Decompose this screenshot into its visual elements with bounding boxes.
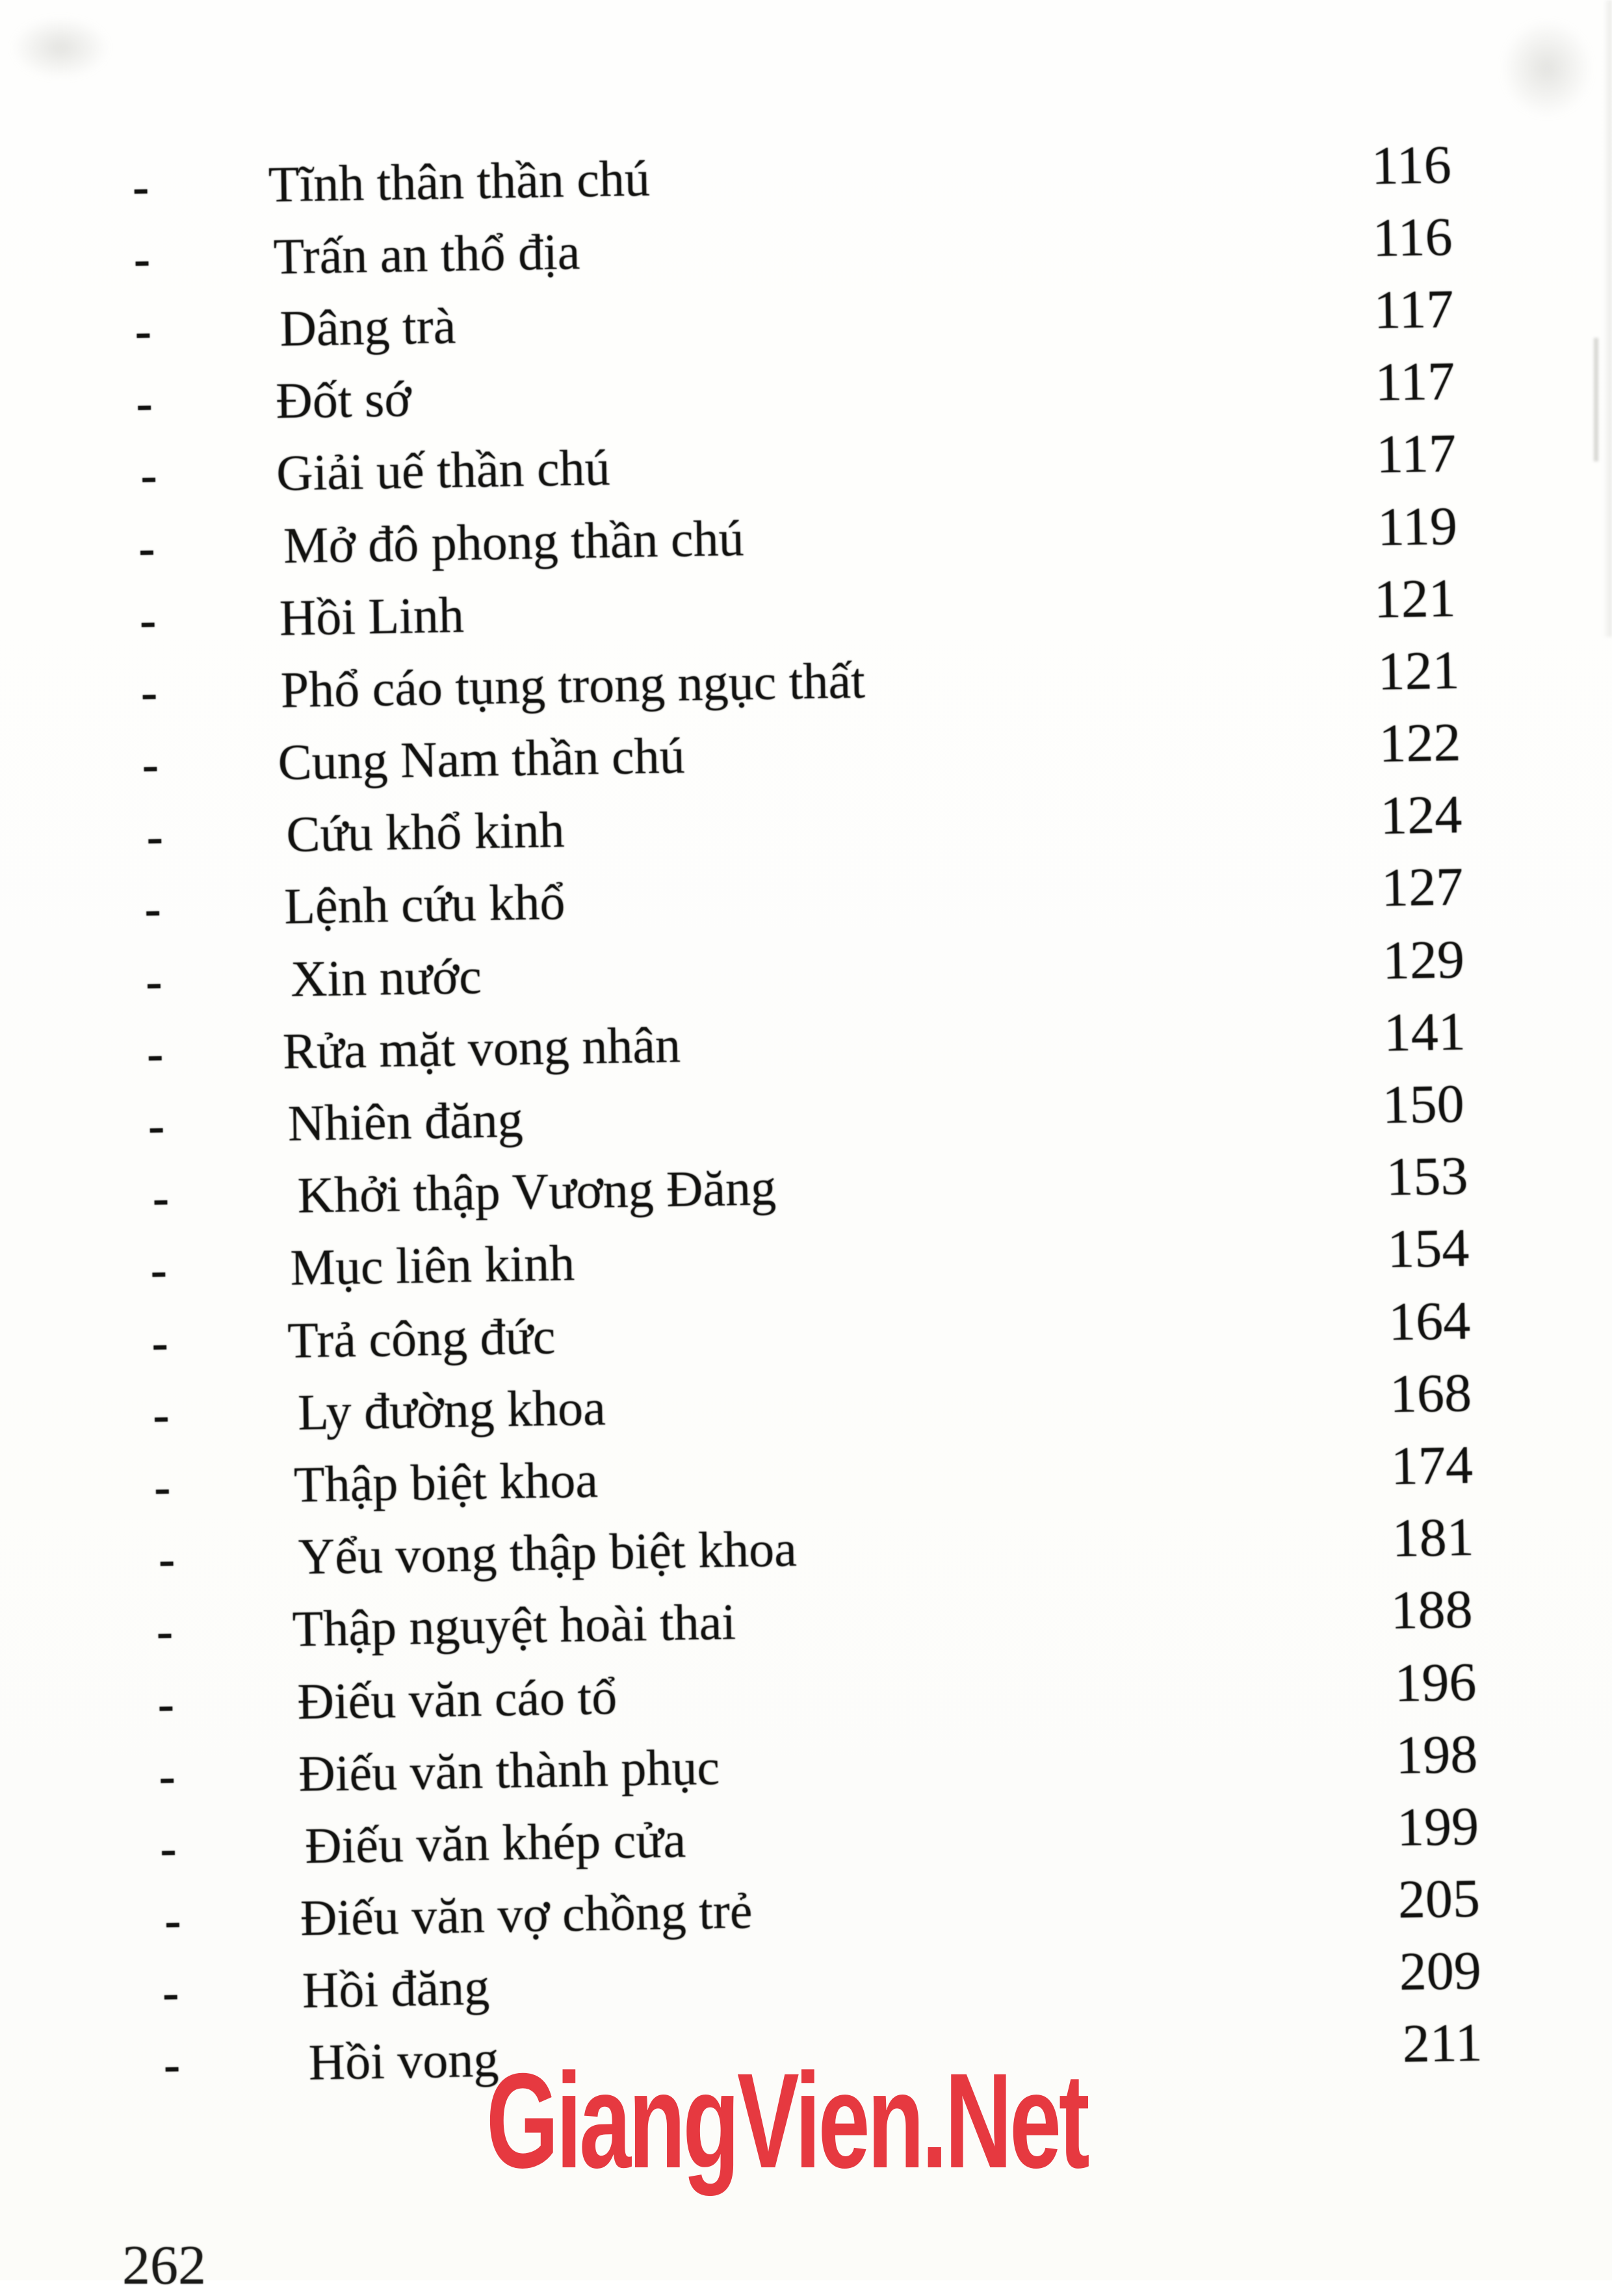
footer-page-number: 262	[122, 2234, 206, 2296]
entry-dash: -	[159, 1820, 177, 1876]
entry-label: Khởi thập Vương Đăng	[296, 1159, 777, 1224]
entry-dash: -	[158, 1531, 176, 1587]
scan-smudge-top-left	[12, 17, 109, 79]
entry-dash: -	[140, 448, 158, 503]
entry-dash: -	[157, 1676, 175, 1731]
entry-page-number: 124	[1379, 784, 1462, 847]
entry-page-number: 117	[1374, 351, 1455, 413]
entry-label: Hồi đăng	[302, 1959, 490, 2019]
entry-dash: -	[150, 1243, 168, 1298]
entry-page-number: 127	[1381, 857, 1464, 919]
toc-list	[0, 126, 1612, 2104]
entry-page-number: 153	[1385, 1145, 1469, 1208]
entry-dash: -	[133, 231, 151, 287]
entry-label: Đốt sớ	[275, 370, 412, 430]
entry-page-number: 181	[1391, 1506, 1475, 1569]
entry-page-number: 119	[1377, 495, 1458, 558]
entry-dash: -	[138, 520, 156, 576]
entry-dash: -	[163, 2037, 181, 2093]
entry-dash: -	[162, 1965, 180, 2020]
entry-page-number: 117	[1375, 423, 1457, 485]
entry-page-number: 121	[1377, 639, 1461, 702]
entry-page-number: 196	[1394, 1651, 1477, 1714]
entry-dash: -	[145, 953, 163, 1009]
entry-label: Xin nước	[290, 947, 482, 1007]
entry-dash: -	[164, 1892, 182, 1948]
entry-label: Điếu văn khép cửa	[304, 1811, 686, 1874]
entry-label: Dâng trà	[279, 297, 456, 357]
entry-dash: -	[152, 1170, 170, 1226]
entry-dash: -	[132, 159, 150, 214]
entry-label: Phổ cáo tụng trong ngục thất	[280, 651, 866, 718]
entry-label: Cứu khổ kinh	[285, 801, 566, 863]
entry-dash: -	[141, 737, 159, 792]
entry-label: Điếu văn vợ chồng trẻ	[300, 1882, 753, 1946]
entry-dash: -	[148, 1098, 165, 1154]
entry-label: Ly đường khoa	[297, 1378, 606, 1441]
entry-label: Thập nguyệt hoài thai	[292, 1593, 736, 1658]
entry-dash: -	[146, 1025, 164, 1081]
entry-dash: -	[135, 376, 153, 431]
entry-label: Yểu vong thập biệt khoa	[298, 1520, 798, 1585]
entry-page-number: 150	[1381, 1073, 1465, 1135]
entry-label: Hồi Linh	[279, 586, 465, 646]
entry-label: Điếu văn thành phục	[298, 1738, 720, 1802]
entry-dash: -	[152, 1387, 170, 1443]
entry-page-number: 198	[1395, 1723, 1478, 1786]
entry-label: Trả công đức	[287, 1307, 556, 1369]
entry-dash: -	[151, 1315, 169, 1370]
entry-dash: -	[134, 303, 152, 359]
entry-page-number: 117	[1373, 278, 1455, 341]
entry-page-number: 154	[1386, 1218, 1470, 1280]
entry-label: Cung Nam thần chú	[277, 727, 686, 791]
scan-smudge-top-right	[1502, 19, 1592, 117]
entry-page-number: 211	[1401, 2013, 1483, 2075]
entry-label: Nhiên đăng	[287, 1090, 524, 1152]
entry-page-number: 116	[1370, 134, 1452, 196]
entry-page-number: 164	[1388, 1290, 1471, 1352]
entry-dash: -	[153, 1459, 172, 1515]
entry-label: Lệnh cứu khổ	[283, 873, 566, 935]
entry-page-number: 122	[1378, 712, 1462, 775]
entry-page-number: 209	[1398, 1940, 1482, 2002]
entry-dash: -	[139, 592, 157, 648]
entry-page-number: 205	[1398, 1868, 1481, 1930]
entry-page-number: 168	[1389, 1362, 1472, 1425]
watermark-text: GiangVien.Net	[486, 2046, 1087, 2197]
entry-label: Giải uế thần chú	[276, 439, 611, 502]
entry-label: Mục liên kinh	[289, 1234, 575, 1296]
entry-dash: -	[158, 1748, 176, 1803]
entry-dash: -	[144, 881, 162, 936]
entry-label: Tĩnh thân thần chú	[268, 149, 651, 213]
entry-page-number: 141	[1383, 1001, 1466, 1063]
entry-page-number: 174	[1390, 1434, 1474, 1497]
entry-label: Mở đô phong thần chú	[283, 509, 745, 574]
entry-page-number: 129	[1382, 929, 1465, 991]
entry-page-number: 116	[1372, 206, 1453, 268]
entry-dash: -	[146, 809, 164, 864]
entry-page-number: 188	[1390, 1579, 1474, 1642]
entry-label: Trấn an thổ địa	[272, 223, 580, 285]
entry-page-number: 121	[1373, 567, 1457, 630]
entry-label: Hồi vong	[308, 2031, 499, 2091]
entry-dash: -	[156, 1604, 174, 1659]
entry-page-number: 199	[1396, 1796, 1479, 1858]
entry-label: Điếu văn cáo tổ	[296, 1668, 618, 1730]
entry-dash: -	[140, 665, 158, 720]
entry-label: Thập biệt khoa	[293, 1451, 599, 1513]
entry-label: Rửa mặt vong nhân	[282, 1016, 681, 1079]
